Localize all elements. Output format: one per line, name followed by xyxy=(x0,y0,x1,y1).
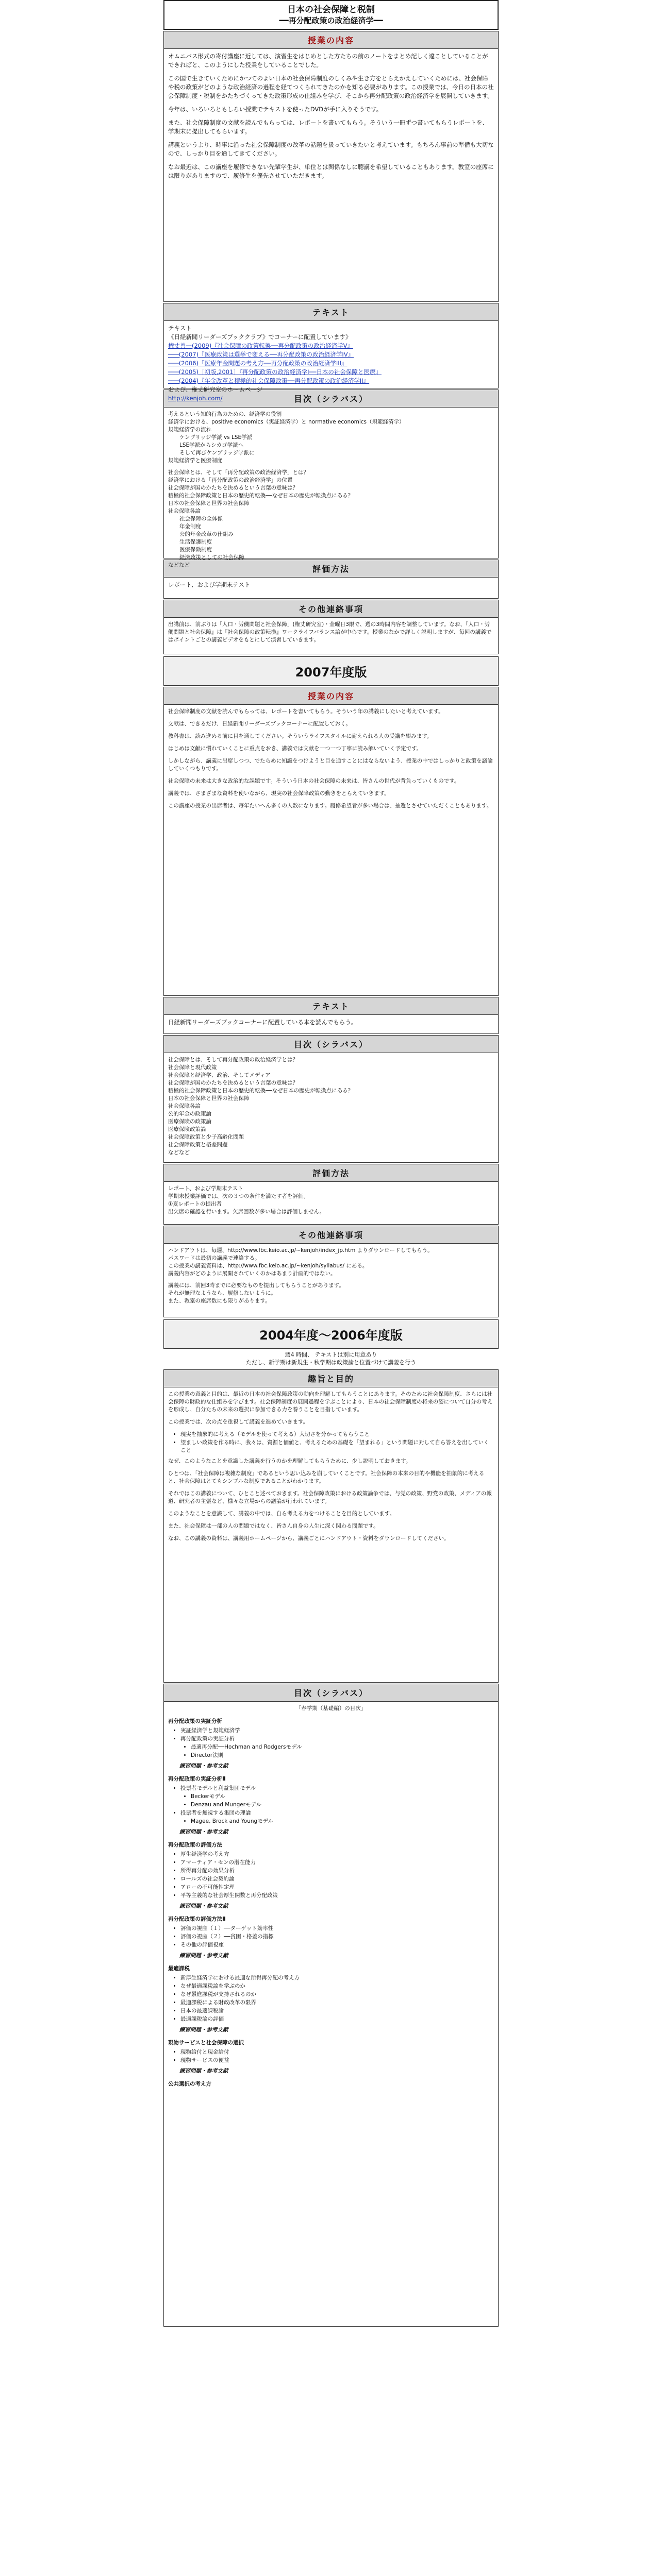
section-body xyxy=(164,618,498,654)
section-heading: テキスト xyxy=(164,997,498,1015)
other-line: この授業の講義資料は、http://www.fbc.keio.ac.jp/~kenjoh/syllabus/ にある。 xyxy=(168,1263,368,1269)
syllabus-item: • 所得再分配の効果分析 xyxy=(180,1867,494,1875)
section-heading: 目次（シラバス） xyxy=(164,1036,498,1053)
text-line: 日経新聞リーダーズブックコーナーに配置している本を読んでもらう。 xyxy=(168,1019,357,1026)
page-subtitle: ━━再分配政策の政治経済学━━ xyxy=(279,16,383,25)
section-heading: 授業の内容 xyxy=(164,687,498,705)
syllabus-line: 社会保障と現代政策 xyxy=(168,1064,217,1071)
section-body xyxy=(164,1015,498,1033)
syllabus-line: 生活保護制度 xyxy=(179,539,212,545)
page xyxy=(163,0,499,2327)
syllabus-line: 規範経済学と医療制度 xyxy=(168,457,222,464)
bullet-item: • 望ましい政策を作る時に、我々は、資源と価値と、考えるための基礎を「望まれる」という問題に対して自ら答えを出していくこと xyxy=(180,1439,494,1454)
paragraph: 講義というより、時事に沿った社会保障制度の改革の話題を扱っていきたいと考えています。もちろん事前の準備も大切なので、しっかり目を通してきてください。 xyxy=(168,141,494,157)
syllabus-line: 公的年金改革の仕組み xyxy=(179,531,234,537)
section-purpose-2008 xyxy=(163,31,499,302)
paragraph: なお最近は、この講座を履修できない先輩学生が、単位とは関係なしに聴講を希望していることもあります。教室の座席には限りがありますので、履修生を優先させていただきます。 xyxy=(168,163,494,179)
syllabus-item: • Director法則 xyxy=(191,1752,494,1759)
syllabus-item: • 厚生経済学の考え方 xyxy=(180,1851,494,1858)
syllabus-item: • Magee, Brock and Youngモデル xyxy=(191,1818,494,1825)
syllabus-item: • 評価の視座（１）──ターゲット効率性 xyxy=(180,1925,494,1933)
paragraph: 文献は、できるだけ、日経新聞リーダーズブックコーナーに配置しておく。 xyxy=(168,721,351,727)
syllabus-block-head: 再分配政策の評価方法 xyxy=(168,1842,222,1848)
other-text: 出講前は、前ぶりは「人口・労働問題と社会保障」(権丈研究室)・金曜日3限で、週の3時間内容を調整しています。なお、『人口・労働問題と社会保障』は『社会保障の政策転換』ワークライフバランス論が中心です。授業のなかで詳しく説明しますが、毎回の講義ではポイントごとの講義ビデオをもとにして演習していきます。 xyxy=(168,621,492,643)
syllabus-line: 社会保障政策と少子高齢化問題 xyxy=(168,1134,244,1140)
paragraph: このようなことを意識して、講義の中では、自ら考える力をつけることを目的としています。 xyxy=(168,1511,395,1517)
syllabus-line: 日本の社会保障と世界の社会保障 xyxy=(168,500,250,506)
syllabus-line: などなど xyxy=(168,562,190,568)
other-line: パスワードは最初の講義で連絡する。 xyxy=(168,1255,260,1261)
syllabus-item: • 投票者を無視する集団の理論 xyxy=(180,1809,494,1817)
book-link[interactable]: 権丈善一(2009)『社会保障の政策転換──再分配政策の政治経済学V』 xyxy=(168,342,353,349)
book-link[interactable]: ───(2005)［初版,2001］『再分配政策の政治経済学I──日本の社会保障と医療』 xyxy=(168,368,382,376)
section-purpose-2004 xyxy=(163,1369,499,1683)
paragraph: しかしながら、講義に出席しつつ、でたらめに知識をつけようと目を通すことにはならないよう、授業の中ではしっかりと政策を議論していくつもりです。 xyxy=(168,758,493,772)
syllabus-item: • 実証経済学と規範経済学 xyxy=(180,1727,494,1735)
paragraph: オムニバス形式の寄付講座に近しては、演習生をはじめとした方たちの前のノートをまとめ記しく違ことしていることができればと、このようにした授業をしていることでした。 xyxy=(168,53,488,69)
syllabus-line: 日本の社会保障と世界の社会保障 xyxy=(168,1095,250,1101)
paragraph: また、社会保障制度の文献を読んでもらっては、レポートを書いてもらう。そういう一冊ずつ書いてもらうレポートを、学期末に提出してもらいます。 xyxy=(168,119,488,135)
syllabus-block-list xyxy=(168,1925,494,1949)
eval-line: 学期末授業評価では、次の３つの条件を満たす者を評価。 xyxy=(168,1193,309,1199)
syllabus-line: 社会保障が国のかたちを決めるという言葉の意味は？ xyxy=(168,485,298,491)
syllabus-line: 考えるという知的行為のための、経済学の役割 xyxy=(168,411,282,417)
paragraph: この講座の授業の出席者は、毎年たいへん多くの人数になります。履修希望者が多い場合は、抽選とさせていただくこともあります。 xyxy=(168,803,492,809)
section-heading: 目次（シラバス） xyxy=(164,390,498,408)
book-link[interactable]: ───(2007)『医療政策は選挙で変える──再分配政策の政治経済学IV』 xyxy=(168,351,354,358)
syllabus-block-head: 最適課税 xyxy=(168,1965,190,1972)
page-header xyxy=(163,0,499,30)
paragraph: ひとつは、「社会保障は複雑な制度」であるという思い込みを崩していくことです。社会保障の本来の目的や機能を抽象的に考えると、社会保障はとてもシンプルな制度であることがわかります。 xyxy=(168,1470,485,1484)
syllabus-line: 医療保険政策論 xyxy=(168,1126,206,1132)
syllabus-line: 経済学における「再分配政策の政治経済学」の位置 xyxy=(168,477,293,483)
syllabus-block-head: 再分配政策の実証分析 xyxy=(168,1718,222,1724)
paragraph: 講義では、さまざまな資料を使いながら、現実の社会保障政策の動きをとらえていきます。 xyxy=(168,790,390,796)
section-heading: 趣旨と目的 xyxy=(164,1370,498,1387)
syllabus-block-head: 現物サービスと社会保障の選択 xyxy=(168,2040,244,2046)
syllabus-line: 社会保障と経済学、政治、そしてメディア xyxy=(168,1072,271,1078)
syllabus-block-foot: 練習問題・参考文献 xyxy=(179,2027,228,2033)
page-title: 日本の社会保障と税制 xyxy=(287,5,375,15)
syllabus-block-head: 再分配政策の実証分析Ⅱ xyxy=(168,1776,226,1782)
paragraph: はじめは文献に慣れていくことに重点をおき、講義では文献を一つ一つ丁寧に読み解いていく予定です。 xyxy=(168,745,422,752)
syllabus-block-foot: 練習問題・参考文献 xyxy=(179,1829,228,1835)
section-heading: テキスト xyxy=(164,303,498,321)
section-body xyxy=(164,578,498,598)
syllabus-block-foot: 練習問題・参考文献 xyxy=(179,1763,228,1769)
syllabus-line: ケンブリッジ学派 vs LSE学派 xyxy=(179,434,253,440)
syllabus-block-foot: 練習問題・参考文献 xyxy=(179,1953,228,1959)
syllabus-line: 社会保障各論 xyxy=(168,508,201,514)
syllabus-block-list xyxy=(168,1785,494,1825)
syllabus-block-list xyxy=(168,1727,494,1759)
section-syllabus-2007 xyxy=(163,1035,499,1163)
other-line: 講義には、前回3時までに必要なものを提出してもらうことがあります。 xyxy=(168,1282,344,1289)
syllabus-line: LSE学派からシカゴ学派へ xyxy=(179,442,244,448)
section-heading: 授業の内容 xyxy=(164,31,498,49)
homepage-link[interactable]: http://kenjoh.com/ xyxy=(168,395,223,402)
year-subtext xyxy=(163,1349,499,1368)
section-heading: 目次（シラバス） xyxy=(164,1684,498,1702)
syllabus-line: 医療保険制度 xyxy=(179,547,212,553)
eval-line: レポート、および学期末テスト xyxy=(168,1185,243,1192)
text-line: および、権丈研究室のホームページ xyxy=(168,386,263,393)
syllabus-item: • 新厚生経済学における最適な所得再分配の考え方 xyxy=(180,1974,494,1982)
paragraph: この国で生きていくためにかつてのよい日本の社会保障制度のしくみや生き方をとらえかえしていくためには、社会保障や税の政策がどのような政治経済の過程を経てつくられてきたのかを知る必要があります。この授業では、今日の日本の社会保障制度・税制をかたちづくってきた政策形成の仕組みを学び、そこから再分配政策の政治経済学を展開していきます。 xyxy=(168,75,494,99)
syllabus-block-foot: 練習問題・参考文献 xyxy=(179,1903,228,1909)
section-body xyxy=(164,1244,498,1317)
paragraph: この授業では、次の点を重視して講義を進めていきます。 xyxy=(168,1419,309,1425)
syllabus-line: などなど xyxy=(168,1149,190,1156)
paragraph: それではこの講義について、ひとこと述べておきます。社会保障政策における政策論争では、与党の政策、野党の政策、メディアの報道、研究者の主張など、様々な立場からの議論が行われています。 xyxy=(168,1490,492,1504)
syllabus-block-head: 再分配政策の評価方法Ⅱ xyxy=(168,1916,226,1922)
syllabus-item: • 最適課税論の評価 xyxy=(180,2015,494,2023)
syllabus-line: 経済学における、positive economics（実証経済学）と normative economics（規範経済学） xyxy=(168,419,405,425)
syllabus-item: • なぜ累進課税が支持されるのか xyxy=(180,1991,494,1998)
syllabus-line: 社会保障が国のかたちを決めるという言葉の意味は？ xyxy=(168,1080,298,1086)
syllabus-line: 社会保障とは、そして「再分配政策の政治経済学」とは？ xyxy=(168,469,309,476)
syllabus-item: • 最適再分配──Hochman and Rodgersモデル xyxy=(191,1743,494,1751)
syllabus-line: 公的年金の政策論 xyxy=(168,1111,211,1117)
eval-line: ①夏レポートの提出者 xyxy=(168,1201,222,1207)
section-eval-2008 xyxy=(163,560,499,599)
bullet-item: • 現実を抽象的に考える（モデルを使って考える）大切さを分かってもらうこと xyxy=(180,1431,494,1438)
section-body xyxy=(164,49,498,301)
year-sub-line: 週4 時間、 テキストは別に用意あり xyxy=(285,1351,377,1358)
paragraph: 社会保障制度の文献を読んでもらっては、レポートを書いてもらう。そういう年の講義にしたいと考えています。 xyxy=(168,708,444,715)
book-link[interactable]: ───(2004)『年金改革と積極的社会保障政策──再分配政策の政治経済学II』 xyxy=(168,377,370,384)
section-heading: 評価方法 xyxy=(164,560,498,578)
eval-text: レポート、および学期末テスト xyxy=(168,581,251,588)
other-line: ハンドアウトは、毎週、http://www.fbc.keio.ac.jp/~kenjoh/index_jp.htm よりダウンロードしてもらう。 xyxy=(168,1247,433,1253)
syllabus-line: 社会保障の全体像 xyxy=(179,516,223,522)
paragraph: この授業の意義と目的は、最近の日本の社会保障政策の動向を理解してもらうことにあります。そのために社会保障制度、さらには社会保障の財政的な仕組みを学びます。社会保障制度の展開過程を学ぶことにより、日本の社会保障制度の将来の姿について自分の考えを形成し、自分たちの未来の選択に参加できる力を養うことを目指しています。 xyxy=(168,1391,493,1413)
syllabus-block-foot: 練習問題・参考文献 xyxy=(179,2068,228,2074)
syllabus-line: そして再びケンブリッジ学派に xyxy=(179,450,255,456)
section-heading: その他連絡事項 xyxy=(164,600,498,618)
syllabus-block-head: 公共選択の考え方 xyxy=(168,2081,211,2087)
paragraph: なお、この講義の資料は、講義用ホームページから、講義ごとにハンドアウト・資料をダウンロードしてください。 xyxy=(168,1535,450,1541)
section-body xyxy=(164,1702,498,2326)
syllabus-item: • 評価の視座（２）──貧困・格差の指標 xyxy=(180,1933,494,1941)
syllabus-item: • 最適課税による財政改革の限界 xyxy=(180,1999,494,2007)
syllabus-block-list xyxy=(168,1851,494,1900)
section-body xyxy=(164,1182,498,1224)
syllabus-line: 社会保障政策と格差問題 xyxy=(168,1142,228,1148)
syllabus-item: • 日本の最適課税論 xyxy=(180,2007,494,2015)
other-line: それが無理なようなら、履修しないように。 xyxy=(168,1290,276,1296)
syllabus-item: • Denzau and Mungerモデル xyxy=(191,1801,494,1809)
section-other-2007 xyxy=(163,1226,499,1317)
syllabus-line: 年金制度 xyxy=(179,523,201,530)
section-body xyxy=(164,408,498,568)
section-body xyxy=(164,705,498,995)
section-body xyxy=(164,1053,498,1162)
section-eval-2007 xyxy=(163,1164,499,1225)
paragraph: また、社会保障は一部の人の問題ではなく、皆さん自身の人生に深く関わる問題です。 xyxy=(168,1523,379,1529)
other-line: 講義内容がどのように展開されていくのかはあまり計画的ではない。 xyxy=(168,1270,336,1277)
paragraph: 教科書は、読み進める前に目を通してください。そういうライフスタイルに耐えられる人の受講を望みます。 xyxy=(168,733,433,739)
section-other-2008 xyxy=(163,600,499,654)
section-body xyxy=(164,1387,498,1682)
syllabus-item: • 再分配政策の実証分析 xyxy=(180,1735,494,1743)
syllabus-item: • アマーティア・センの潜在能力 xyxy=(180,1859,494,1867)
syllabus-item: • なぜ最適課税論を学ぶのか xyxy=(180,1982,494,1990)
syllabus-item: • Beckerモデル xyxy=(191,1793,494,1801)
paragraph: なぜ、このようなことを意識した講義を行うのかを理解してもらうために、少し説明しておきます。 xyxy=(168,1458,411,1464)
section-syllabus-2008 xyxy=(163,389,499,568)
paragraph: 社会保障の未来は大きな政治的な課題です。そういう日本の社会保障の未来は、皆さんの世代が背負っていくものです。 xyxy=(168,778,460,784)
text-line: テキスト xyxy=(168,325,192,332)
syllabus-line: 積極的社会保障政策と日本の歴史的転換──なぜ日本の歴史が転換点にある？ xyxy=(168,493,354,499)
syllabus-item: • ロールズの社会契約論 xyxy=(180,1875,494,1883)
book-link[interactable]: ───(2006)『医療年金問題の考え方──再分配政策の政治経済学III』 xyxy=(168,360,347,367)
year-sub-line: ただし、新学期は新規生・秋学期は政策論と位置づけて講義を行う xyxy=(246,1359,416,1366)
section-heading: 評価方法 xyxy=(164,1164,498,1182)
section-purpose-2007 xyxy=(163,687,499,996)
syllabus-block-list xyxy=(168,2048,494,2064)
syllabus-line: 医療保険の政策論 xyxy=(168,1118,211,1125)
syllabus-item: • アローの不可能性定理 xyxy=(180,1884,494,1891)
syllabus-item: • 平等主義的な社会厚生関数と再分配政策 xyxy=(180,1892,494,1900)
syllabus-line: 規範経済学の流れ xyxy=(168,427,211,433)
syllabus-item: • その他の評価視座 xyxy=(180,1941,494,1949)
other-line: また、教室の座席数にも限りがあります。 xyxy=(168,1298,271,1304)
syllabus-item: • 投票者モデルと利益集団モデル xyxy=(180,1785,494,1792)
paragraph: 今年は、いろいろともしろい授業でテキストを使ったDVDが手に入りそうです。 xyxy=(168,106,383,113)
purpose-bullets xyxy=(168,1431,494,1454)
syllabus-block-list xyxy=(168,1974,494,2023)
syllabus-line: 積極的社会保障政策と日本の歴史的転換──なぜ日本の歴史が転換点にある？ xyxy=(168,1088,354,1094)
text-line: 《日経新聞リーダーズブッククラブ》でコーナーに配置しています》 xyxy=(168,333,352,341)
section-text-2007 xyxy=(163,997,499,1034)
year-heading-2007: 2007年度版 xyxy=(163,656,499,686)
syllabus-item: • 現物サービスの便益 xyxy=(180,2057,494,2064)
year-heading-2004: 2004年度〜2006年度版 xyxy=(163,1319,499,1349)
syllabus-line: 社会保障各論 xyxy=(168,1103,201,1109)
section-heading: その他連絡事項 xyxy=(164,1226,498,1244)
syllabus-line: 社会保障とは、そして再分配政策の政治経済学とは？ xyxy=(168,1057,298,1063)
syllabus-item: • 現物給付と現金給付 xyxy=(180,2048,494,2056)
syllabus-line: 経済政策としての社会保障 xyxy=(179,554,244,561)
syllabus-intro: 「春学期（基礎編）の目次」 xyxy=(295,1705,367,1711)
section-syllabus-2004 xyxy=(163,1684,499,2327)
eval-line: 出欠席の確認を行います。欠席回数が多い場合は評価しません。 xyxy=(168,1209,325,1215)
